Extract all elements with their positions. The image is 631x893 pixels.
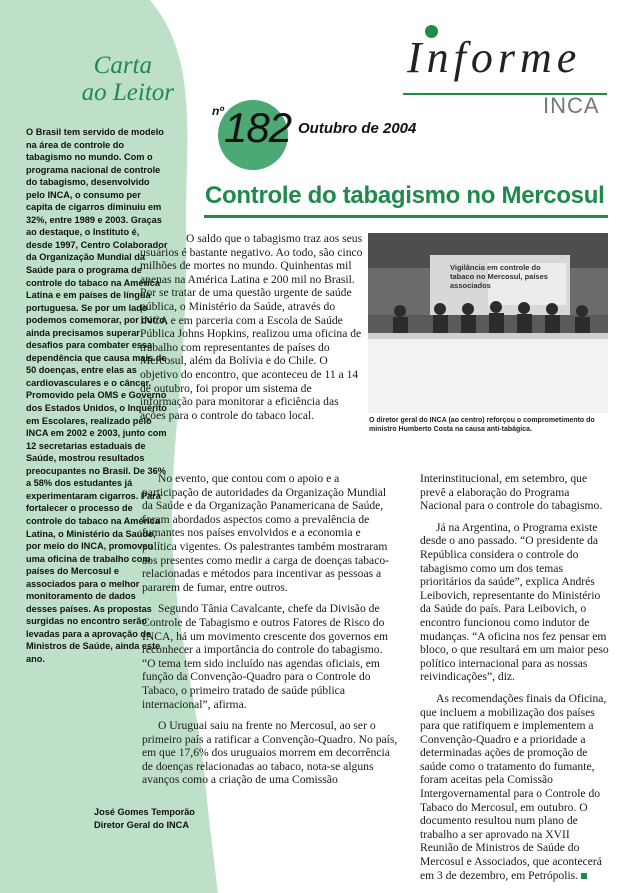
column-paragraph: Segundo Tânia Cavalcante, chefe da Divisão de Controle de Tabagismo e outros Fatores de Risco do INCA, há um movimento crescente dos governos em reconhecer a importância do controle do tabagismo. “O tema tem sido incluído nas agendas oficiais, em função da Convenção-Quadro para o Controle do Tabaco, o primeiro tratado de saúde pública internacional”, afirma.	[142, 602, 388, 711]
column-paragraph-text: As recomendações finais da Oficina, que incluem a mobilização dos países para que ratifiquem e implementem a Convenção-Quadro e a prioridade a determinadas ações de promoção de saúde como o tratamento do fumante, foram aceitas pela Comissão Intergovernamental para o Controle do Tabaco do Mercosul, em outubro. O documento resultou num plano de trabalho a ser aprovado na XVII Reunião de Ministros de Saúde do Mercosul e Associados, que acontecerá em 3 de dezembro, em Petrópolis.	[420, 691, 607, 882]
meeting-photo-illustration	[368, 233, 608, 413]
masthead-title: Informe	[407, 33, 582, 82]
signature-name: José Gomes Temporão	[94, 807, 195, 817]
signature-title: Diretor Geral do INCA	[94, 819, 189, 830]
issue-date: Outubro de 2004	[298, 120, 417, 137]
issue-prefix: nº	[212, 104, 224, 118]
article-column-2	[420, 472, 610, 890]
column-paragraph-last	[420, 692, 610, 882]
article-headline: Controle do tabagismo no Mercosul	[205, 182, 605, 209]
sidebar-letter-text: O Brasil tem servido de modelo na área de controle do tabagismo no mundo. Com o programa nacional de controle do tabagismo, desenvolvido pelo INCA, o consumo per capita de cigarros diminuiu em 32%, entre 1989 e 2003. Graças ao destaque, o Instituto é, desde 1997, Centro Colaborador da Organização Mundial da Saúde para o programa de controle do tabaco na América Latina e em países de língua portuguesa. Se por um lado podemos comemorar, por outro, ainda precisamos superar desafios para combater essa dependência que causa mais de 50 doenças, entre elas as cardiovasculares e o câncer. Promovido pela OMS e Governo dos Estados Unidos, o Inquérito em Escolares, realizado pelo INCA em 2002 e 2003, junto com 12 secretarias estaduais de Saúde, mostrou resultados preocupantes no Brasil. De 36% a 58% dos estudantes já experimentaram cigarros. Para fortalecer o processo de controle do tabaco na América Latina, o Ministério da Saúde, por meio do INCA, promoveu uma oficina de trabalho com países do Mercosul e associados para o melhor monitoramento de dados desses países. As propostas surgidas no encontro serão levadas para a aprovação de Ministros de Saúde, ainda este ano.	[26, 127, 168, 664]
article-intro	[140, 232, 364, 422]
masthead-subtitle: INCA	[543, 93, 600, 118]
column-paragraph: O Uruguai saiu na frente no Mercosul, ao ser o primeiro país a ratificar a Convenção-Quadro. No país, em que 17,6% dos uruguaios morrem em decorrência de doenças relacionadas ao tabaco, nota-se alguns avanços como a criação de uma Comissão	[142, 719, 398, 787]
article-photo	[368, 233, 608, 413]
column-paragraph: Interinstitucional, em setembro, que prevê a elaboração do Programa Nacional para o controle do tabagismo.	[420, 472, 603, 513]
article-column-1	[142, 472, 398, 795]
headline-rule	[204, 215, 608, 218]
intro-paragraph: O saldo que o tabagismo traz aos seus usuários é bastante negativo. Ao todo, são cinco milhões de mortes no mundo. Quinhentas mil apenas na América Latina e 200 mil no Brasil. Por se tratar de uma questão urgente de saúde pública, o Ministério da Saúde, através do INCA e em parceria com a Escola de Saúde Pública Johns Hopkins, realizou uma oficina de trabalho com representantes de países do Mercosul, além da Bolívia e do Chile. O objetivo do encontro, que aconteceu de 11 a 14 de outubro, foi propor um sistema de informação para monitorar a eficiência das ações para o controle do tabaco local.	[140, 232, 363, 422]
sidebar-heading-line2: ao Leitor	[81, 79, 174, 106]
photo-caption: O diretor geral do INCA (ao centro) reforçou o comprometimento do ministro Humberto Costa na causa anti-tabágica.	[369, 417, 595, 433]
sidebar-signature	[94, 806, 216, 832]
sidebar-heading-line1: Carta	[93, 52, 152, 79]
sidebar-heading	[8, 52, 178, 106]
photo-banner-text: Vigilância em controle do tabaco no Mercosul, países associados	[450, 263, 548, 290]
end-mark-icon	[581, 873, 587, 879]
column-paragraph: Já na Argentina, o Programa existe desde o ano passado. “O presidente da República considera o controle do tabagismo como um dos temas prioritários da saúde”, explica Andrés Leibovich, representante do Ministério da Saúde do país. Para Leibovich, o encontro funcionou como indutor de mudanças. “A oficina nos fez pensar em bloco, o que resultará em um maior peso político internacional para as nossas reivindicações”, diz.	[420, 520, 609, 684]
issue-number: 182	[224, 104, 292, 151]
column-paragraph: No evento, que contou com o apoio e a participação de autoridades da Organização Mundial da Saúde e da Organização Panamericana de Saúde, foram abordados aspectos como a prevalência de fumantes nos países envolvidos e a economia e política vigentes. Os palestrantes também mostraram aos presentes como medir a carga de doenças tabaco-relacionadas e métodos para incentivar as pessoas a pararem de fumar, entre outros.	[142, 472, 390, 594]
